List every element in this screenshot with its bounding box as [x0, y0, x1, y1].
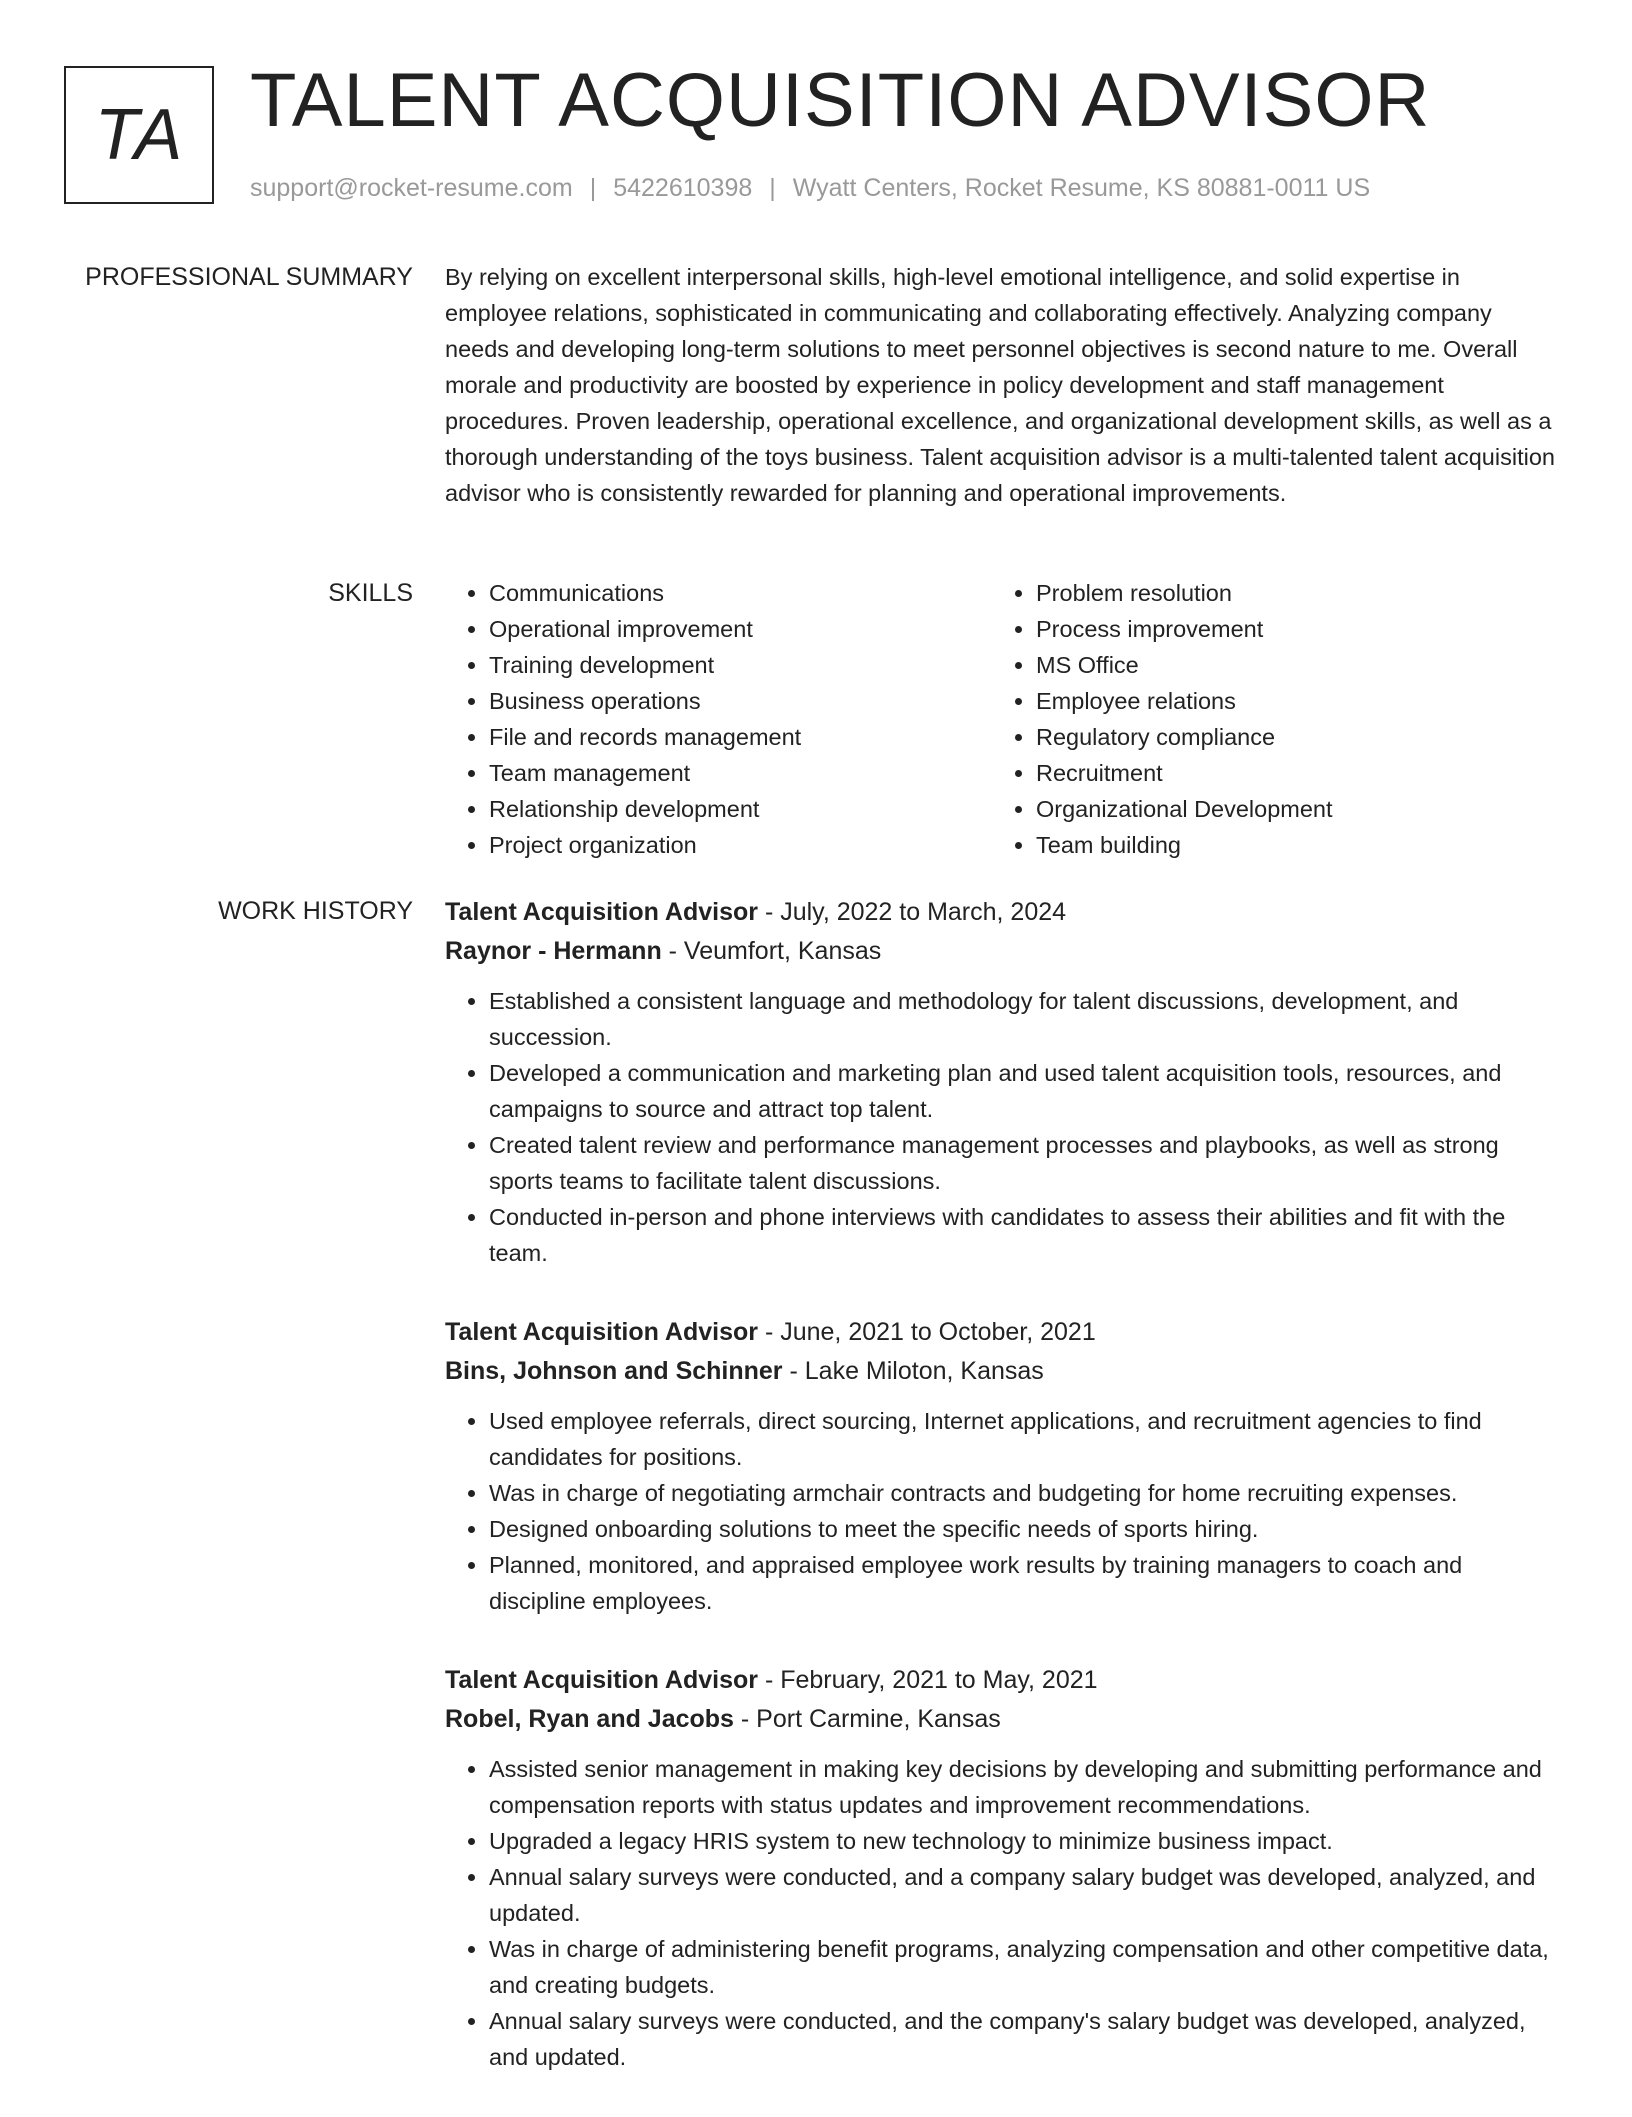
skill-item: • Organizational Development	[1036, 791, 1539, 827]
job-bullet: • Developed a communication and marketing plan and used talent acquisition tools, resources, and campaigns to source and attract top talent.	[489, 1055, 1560, 1127]
work-history-label: WORK HISTORY	[218, 897, 413, 925]
job-title: Talent Acquisition Advisor	[445, 1666, 758, 1694]
skills-grid	[445, 575, 1560, 863]
job-company: Bins, Johnson and Schinner	[445, 1357, 783, 1385]
job-title: Talent Acquisition Advisor	[445, 898, 758, 926]
monogram-box	[64, 66, 214, 204]
skill-item: • Employee relations	[1036, 683, 1539, 719]
skill-item: • Business operations	[489, 683, 992, 719]
monogram-text: TA	[94, 95, 184, 175]
job-location: - Veumfort, Kansas	[661, 937, 882, 965]
job-location: - Port Carmine, Kansas	[733, 1705, 1001, 1733]
job-title-line	[445, 893, 1560, 932]
job-company: Raynor - Hermann	[445, 937, 662, 965]
contact-phone[interactable]: 5422610398	[613, 174, 753, 202]
job-location: - Lake Miloton, Kansas	[782, 1357, 1044, 1385]
job-bullet: • Assisted senior management in making key decisions by developing and submitting performance and compensation reports with status updates and improvement recommendations.	[489, 1751, 1560, 1823]
summary-text: By relying on excellent interpersonal skills, high-level emotional intelligence, and solid expertise in employee relations, sophisticated in communicating and collaborating effectively. Analyzing company needs and developing long-term solutions to meet personnel objectives is second nature to me. Overall morale and productivity are boosted by experience in policy development and staff management procedures. Proven leadership, operational excellence, and organizational development skills, as well as a thorough understanding of the toys business. Talent acquisition advisor is a multi-talented talent acquisition advisor who is consistently rewarded for planning and operational improvements.	[445, 264, 1555, 506]
job-title-line	[445, 1661, 1560, 1700]
skills-body	[445, 575, 1560, 863]
job-entry	[445, 1661, 1560, 2075]
skill-item: • Operational improvement	[489, 611, 992, 647]
job-company-line	[445, 1352, 1560, 1391]
job-bullet: • Planned, monitored, and appraised employee work results by training managers to coach and discipline employees.	[489, 1547, 1560, 1619]
job-bullets	[445, 1751, 1560, 2075]
job-title: Talent Acquisition Advisor	[445, 1318, 758, 1346]
skill-item: • Team management	[489, 755, 992, 791]
job-bullet: • Established a consistent language and methodology for talent discussions, development, and succession.	[489, 983, 1560, 1055]
job-bullet: • Conducted in-person and phone interviews with candidates to assess their abilities and fit with the team.	[489, 1199, 1560, 1271]
contact-line	[250, 174, 1370, 203]
summary-body	[445, 259, 1560, 511]
job-bullet: • Designed onboarding solutions to meet the specific needs of sports hiring.	[489, 1511, 1560, 1547]
skills-label: SKILLS	[328, 579, 413, 607]
job-bullet: • Created talent review and performance management processes and playbooks, as well as strong sports teams to facilitate talent discussions.	[489, 1127, 1560, 1199]
job-dates: - July, 2022 to March, 2024	[758, 898, 1067, 926]
job-bullet: • Annual salary surveys were conducted, and the company's salary budget was developed, analyzed, and updated.	[489, 2003, 1560, 2075]
job-dates: - February, 2021 to May, 2021	[758, 1666, 1098, 1694]
skill-item: • Team building	[1036, 827, 1539, 863]
skill-item: • Training development	[489, 647, 992, 683]
skills-list-left	[445, 575, 992, 863]
skill-item: • File and records management	[489, 719, 992, 755]
job-entry	[445, 893, 1560, 1271]
work-history-body	[445, 893, 1560, 2117]
job-bullets	[445, 1403, 1560, 1619]
contact-address: Wyatt Centers, Rocket Resume, KS 80881-0011 US	[792, 174, 1371, 202]
job-bullet: • Was in charge of administering benefit programs, analyzing compensation and other competitive data, and creating budgets.	[489, 1931, 1560, 2003]
job-bullet: • Was in charge of negotiating armchair contracts and budgeting for home recruiting expenses.	[489, 1475, 1560, 1511]
job-company: Robel, Ryan and Jacobs	[445, 1705, 734, 1733]
skill-item: • Regulatory compliance	[1036, 719, 1539, 755]
job-bullets	[445, 983, 1560, 1271]
job-bullet: • Annual salary surveys were conducted, and a company salary budget was developed, analyzed, and updated.	[489, 1859, 1560, 1931]
skill-item: • Process improvement	[1036, 611, 1539, 647]
contact-separator: |	[769, 174, 776, 202]
job-bullet: • Upgraded a legacy HRIS system to new technology to minimize business impact.	[489, 1823, 1560, 1859]
skill-item: • Recruitment	[1036, 755, 1539, 791]
skill-item: • Project organization	[489, 827, 992, 863]
page-title: TALENT ACQUISITION ADVISOR	[250, 58, 1431, 143]
contact-email[interactable]: support@rocket-resume.com	[250, 174, 573, 202]
summary-label: PROFESSIONAL SUMMARY	[85, 263, 413, 291]
skill-item: • Problem resolution	[1036, 575, 1539, 611]
skill-item: • MS Office	[1036, 647, 1539, 683]
skill-item: • Communications	[489, 575, 992, 611]
job-title-line	[445, 1313, 1560, 1352]
skill-item: • Relationship development	[489, 791, 992, 827]
job-company-line	[445, 932, 1560, 971]
job-dates: - June, 2021 to October, 2021	[758, 1318, 1096, 1346]
job-bullet: • Used employee referrals, direct sourcing, Internet applications, and recruitment agencies to find candidates for positions.	[489, 1403, 1560, 1475]
job-company-line	[445, 1700, 1560, 1739]
skills-list-right	[992, 575, 1539, 863]
contact-separator: |	[589, 174, 597, 202]
job-entry	[445, 1313, 1560, 1619]
